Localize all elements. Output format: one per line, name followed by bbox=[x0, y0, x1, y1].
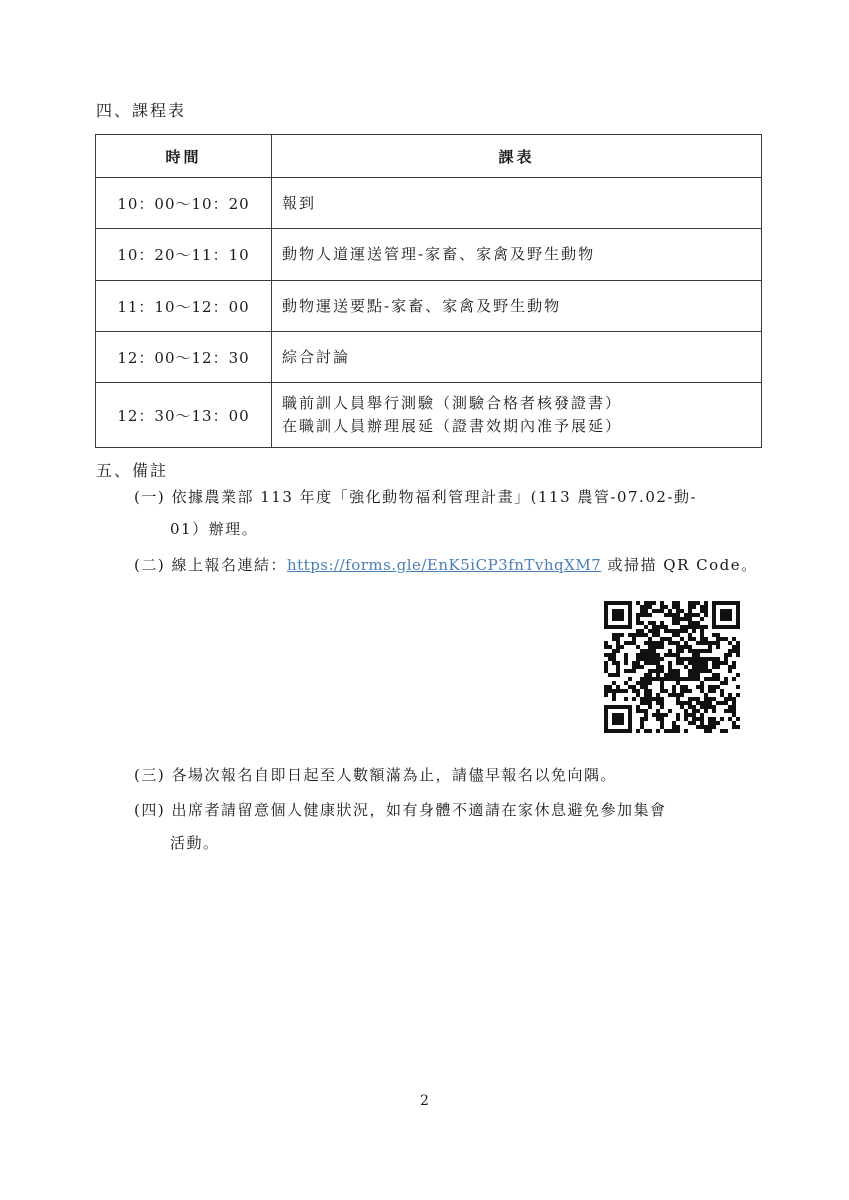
section4-title: 四、課程表 bbox=[96, 101, 187, 120]
page-number: 2 bbox=[420, 1093, 429, 1109]
row-time: 10：00～10：20 bbox=[96, 178, 272, 229]
note-1-line-2: 01）辦理。 bbox=[170, 520, 259, 538]
table-row bbox=[96, 332, 762, 383]
table-row bbox=[96, 178, 762, 229]
note-1-line-1: (一) 依據農業部 113 年度「強化動物福利管理計畫」(113 農管-07.02-動- bbox=[134, 488, 698, 506]
qr-code bbox=[604, 601, 740, 733]
row-course bbox=[272, 281, 762, 332]
table-row bbox=[96, 383, 762, 448]
note-3: (三) 各場次報名自即日起至人數額滿為止，請儘早報名以免向隅。 bbox=[134, 766, 617, 784]
row-time: 10：20～11：10 bbox=[96, 229, 272, 281]
row-course bbox=[272, 229, 762, 281]
schedule-header-row bbox=[96, 135, 762, 178]
schedule-table bbox=[95, 134, 762, 448]
table-row bbox=[96, 229, 762, 281]
header-course: 課表 bbox=[272, 135, 762, 178]
course-line: 報到 bbox=[282, 193, 317, 212]
note-4-line-1: (四) 出席者請留意個人健康狀況，如有身體不適請在家休息避免參加集會 bbox=[134, 801, 667, 819]
row-time: 12：30～13：00 bbox=[96, 383, 272, 448]
note-2 bbox=[134, 554, 758, 575]
row-course bbox=[272, 178, 762, 229]
table-row bbox=[96, 281, 762, 332]
header-time: 時間 bbox=[96, 135, 272, 178]
course-line: 綜合討論 bbox=[282, 347, 351, 366]
row-course bbox=[272, 332, 762, 383]
course-line: 動物運送要點-家畜、家禽及野生動物 bbox=[282, 296, 562, 315]
course-line: 在職訓人員辦理展延（證書效期內准予展延） bbox=[282, 417, 623, 435]
row-time: 11：10～12：00 bbox=[96, 281, 272, 332]
registration-link[interactable]: https://forms.gle/EnK5iCP3fnTvhqXM7 bbox=[286, 556, 602, 574]
section5-title: 五、備註 bbox=[96, 461, 169, 480]
note-2-prefix: (二) 線上報名連結： bbox=[134, 556, 287, 574]
row-course bbox=[272, 383, 762, 448]
note-2-suffix: 或掃描 QR Code。 bbox=[601, 556, 758, 574]
note-4-line-2: 活動。 bbox=[170, 834, 220, 852]
course-line: 動物人道運送管理-家畜、家禽及野生動物 bbox=[282, 245, 596, 263]
row-time: 12：00～12：30 bbox=[96, 332, 272, 383]
course-line: 職前訓人員舉行測驗（測驗合格者核發證書） bbox=[282, 394, 623, 412]
